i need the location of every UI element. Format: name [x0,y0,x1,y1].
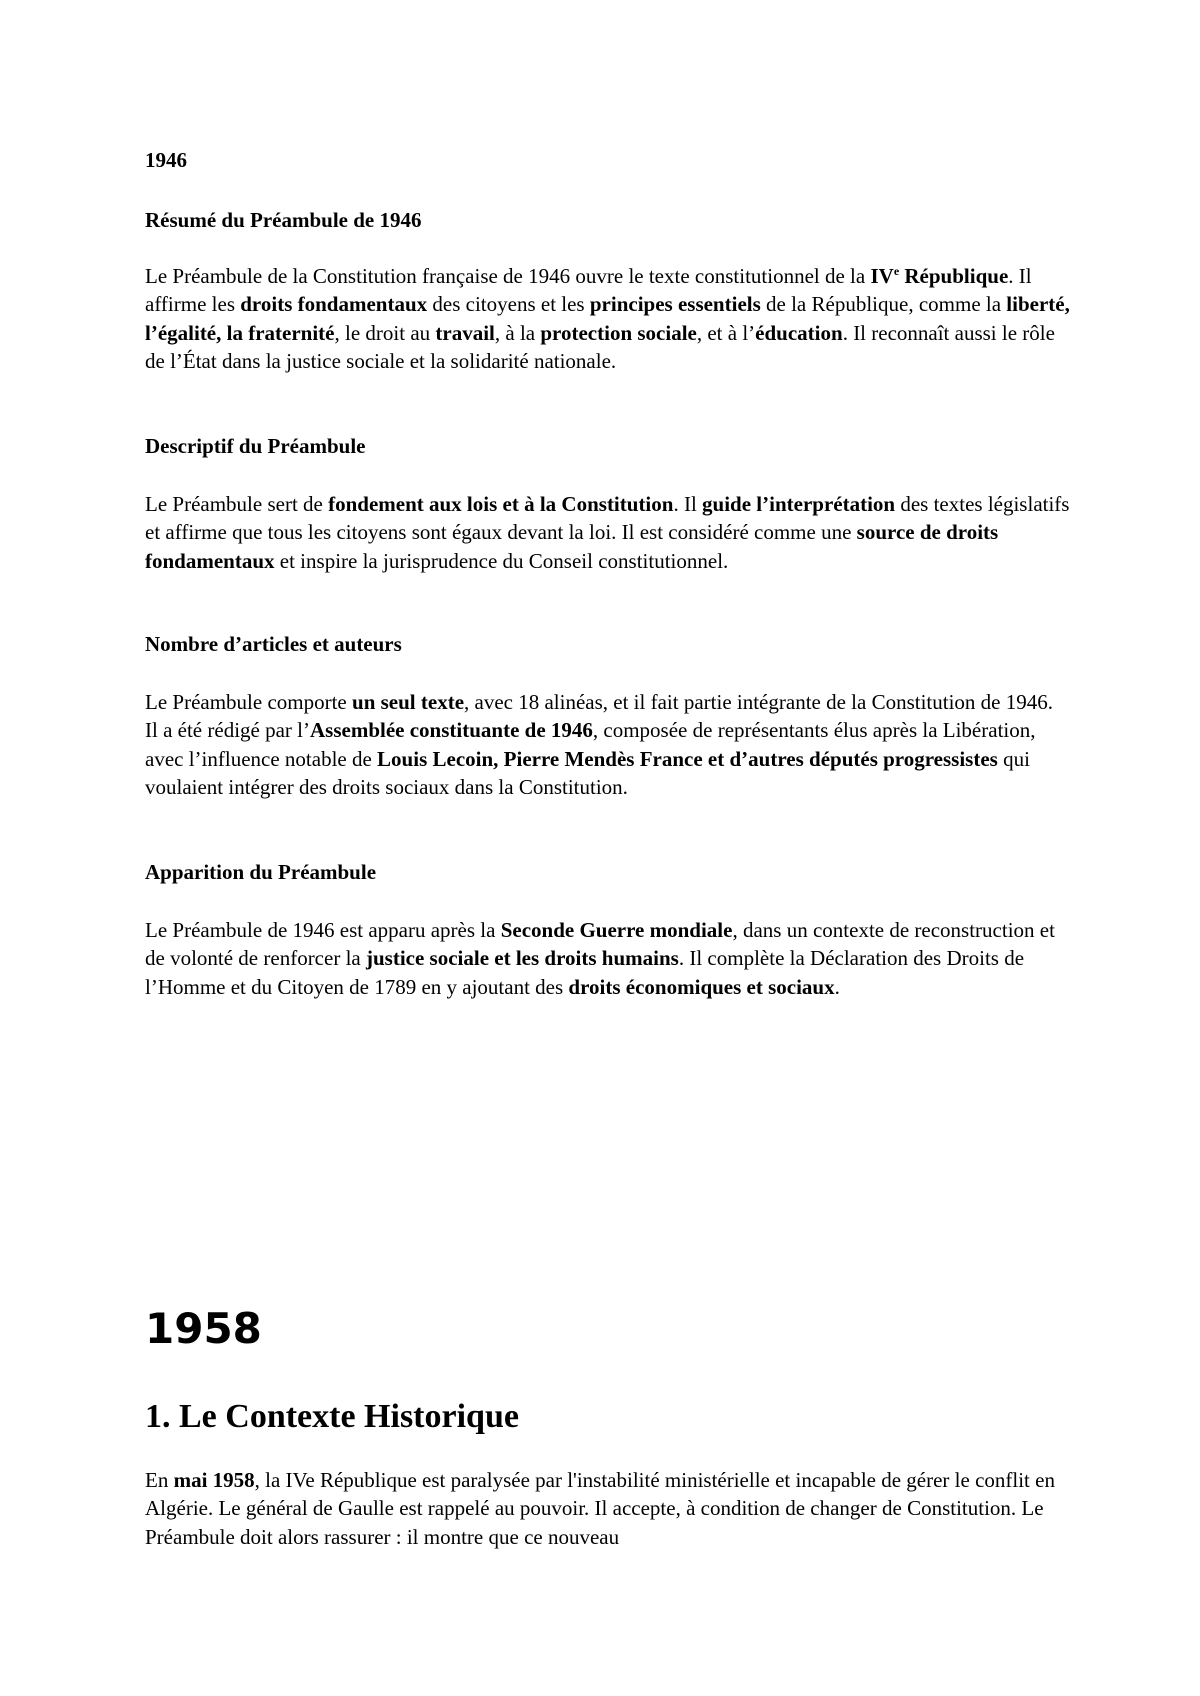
section-articles-body [145,688,1070,802]
section-apparition-body [145,916,1070,1001]
year-1946-label: 1946 [145,148,187,172]
section-contexte [145,1396,1070,1438]
section-resume-title: Résumé du Préambule de 1946 [145,208,422,232]
year-1958-heading [145,1304,1070,1354]
section-articles [145,630,1070,658]
paragraph-descriptif: Le Préambule sert de fondement aux lois et à la Constitution. Il guide l’interprétation des textes législatifs et affirme que tous les citoyens sont égaux devant la loi. Il est considéré comme une source de droits fondamentaux et inspire la jurisprudence du Conseil constitutionnel. [145,492,1070,573]
section-descriptif-body [145,490,1070,575]
paragraph-contexte: En mai 1958, la IVe République est paralysée par l'instabilité ministérielle et incapable de gérer le conflit en Algérie. Le général de Gaulle est rappelé au pouvoir. Il accepte, à condition de changer de Constitution. Le Préambule doit alors rassurer : il montre que ce nouveau [145,1468,1055,1549]
year-1946-heading [145,146,1070,174]
year-1958-label: 1958 [145,1304,262,1353]
section-contexte-title: 1. Le Contexte Historique [145,1398,519,1435]
section-resume-body [145,262,1070,376]
section-contexte-body [145,1466,1070,1551]
paragraph-articles: Le Préambule comporte un seul texte, avec 18 alinéas, et il fait partie intégrante de la Constitution de 1946. Il a été rédigé par l’Assemblée constituante de 1946, composée de représentants élus après la Libération, avec l’influence notable de Louis Lecoin, Pierre Mendès France et d’autres députés progressistes qui voulaient intégrer des droits sociaux dans la Constitution. [145,690,1053,800]
section-apparition [145,858,1070,886]
section-descriptif-title: Descriptif du Préambule [145,434,366,458]
section-articles-title: Nombre d’articles et auteurs [145,632,402,656]
section-resume [145,206,1070,234]
section-apparition-title: Apparition du Préambule [145,860,377,884]
paragraph-apparition: Le Préambule de 1946 est apparu après la Seconde Guerre mondiale, dans un contexte de reconstruction et de volonté de renforcer la justice sociale et les droits humains. Il complète la Déclaration des Droits de l’Homme et du Citoyen de 1789 en y ajoutant des droits économiques et sociaux. [145,918,1055,999]
section-descriptif [145,432,1070,460]
paragraph-resume: Le Préambule de la Constitution française de 1946 ouvre le texte constitutionnel de la IVe République. Il affirme les droits fondamentaux des citoyens et les principes essentiels de la République, comme la liberté, l’égalité, la fraternité, le droit au travail, à la protection sociale, et à l’éducation. Il reconnaît aussi le rôle de l’État dans la justice sociale et la solidarité nationale. [145,264,1070,374]
